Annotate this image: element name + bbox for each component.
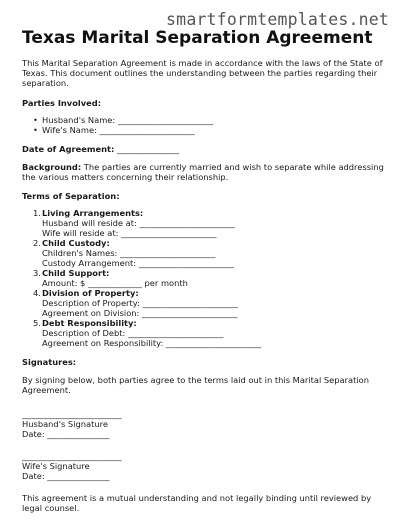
intro-paragraph: This Marital Separation Agreement is made in accordance with the laws of the State of Texas. This document outlines the understanding between the parties regarding their separation.	[22, 58, 383, 88]
background-label: Background:	[22, 162, 82, 172]
document-title: Texas Marital Separation Agreement	[22, 28, 373, 48]
term-line: Custody Arrangement: _______________________	[42, 258, 235, 268]
term-line: Agreement on Division: _______________________	[42, 308, 238, 318]
term-title: Division of Property:	[42, 288, 139, 298]
parties-list	[22, 115, 385, 135]
term-title: Child Support:	[42, 268, 110, 278]
background-text: The parties are currently married and wish to separate while addressing the various matters concerning their relationship.	[22, 162, 384, 182]
term-title: Living Arrangements:	[42, 208, 144, 218]
disclaimer-paragraph: This agreement is a mutual understanding and not legally binding until reviewed by legal counsel.	[22, 493, 372, 513]
signatures-paragraph: By signing below, both parties agree to the terms laid out in this Marital Separation Agreement.	[22, 375, 370, 395]
term-line: Agreement on Responsibility: _______________________	[42, 338, 262, 348]
document-body	[22, 58, 385, 513]
terms-heading: Terms of Separation:	[22, 191, 120, 201]
husband-signature-block	[22, 409, 385, 439]
date-label: Date of Agreement:	[22, 144, 115, 154]
site-watermark: smartformtemplates.net	[166, 10, 389, 29]
term-number: 4.	[33, 288, 41, 298]
wife-signature-line: ________________________	[22, 451, 122, 461]
term-number: 1.	[33, 208, 41, 218]
term-line: Husband will reside at: _______________________	[42, 218, 235, 228]
term-title: Debt Responsibility:	[42, 318, 137, 328]
date-blank: _______________	[114, 144, 180, 154]
wife-signature-label: Wife's Signature	[22, 461, 90, 471]
term-line: Wife will reside at: _______________________	[42, 228, 217, 238]
husband-name-line: • Husband's Name: _______________________	[42, 115, 385, 125]
term-title: Child Custody:	[42, 238, 110, 248]
date-of-agreement	[22, 144, 385, 154]
wife-name-line: • Wife's Name: _______________________	[42, 125, 385, 135]
wife-signature-date: Date: _______________	[22, 471, 110, 481]
signatures-heading: Signatures:	[22, 357, 77, 367]
wife-signature-block	[22, 451, 385, 481]
term-child-support	[33, 268, 385, 288]
term-line: Amount: $ _____________ per month	[42, 278, 188, 288]
term-number: 3.	[33, 268, 41, 278]
term-division-of-property	[33, 288, 385, 318]
parties-heading: Parties Involved:	[22, 98, 102, 108]
husband-signature-date: Date: _______________	[22, 429, 110, 439]
background-paragraph	[22, 162, 385, 182]
terms-list	[22, 208, 385, 348]
term-child-custody	[33, 238, 385, 268]
term-number: 5.	[33, 318, 41, 328]
term-line: Children's Names: _______________________	[42, 248, 216, 258]
term-living-arrangements	[33, 208, 385, 238]
term-number: 2.	[33, 238, 41, 248]
husband-signature-line: ________________________	[22, 409, 122, 419]
term-line: Description of Debt: _______________________	[42, 328, 224, 338]
husband-signature-label: Husband's Signature	[22, 419, 108, 429]
term-line: Description of Property: _______________________	[42, 298, 238, 308]
term-debt-responsibility	[33, 318, 385, 348]
